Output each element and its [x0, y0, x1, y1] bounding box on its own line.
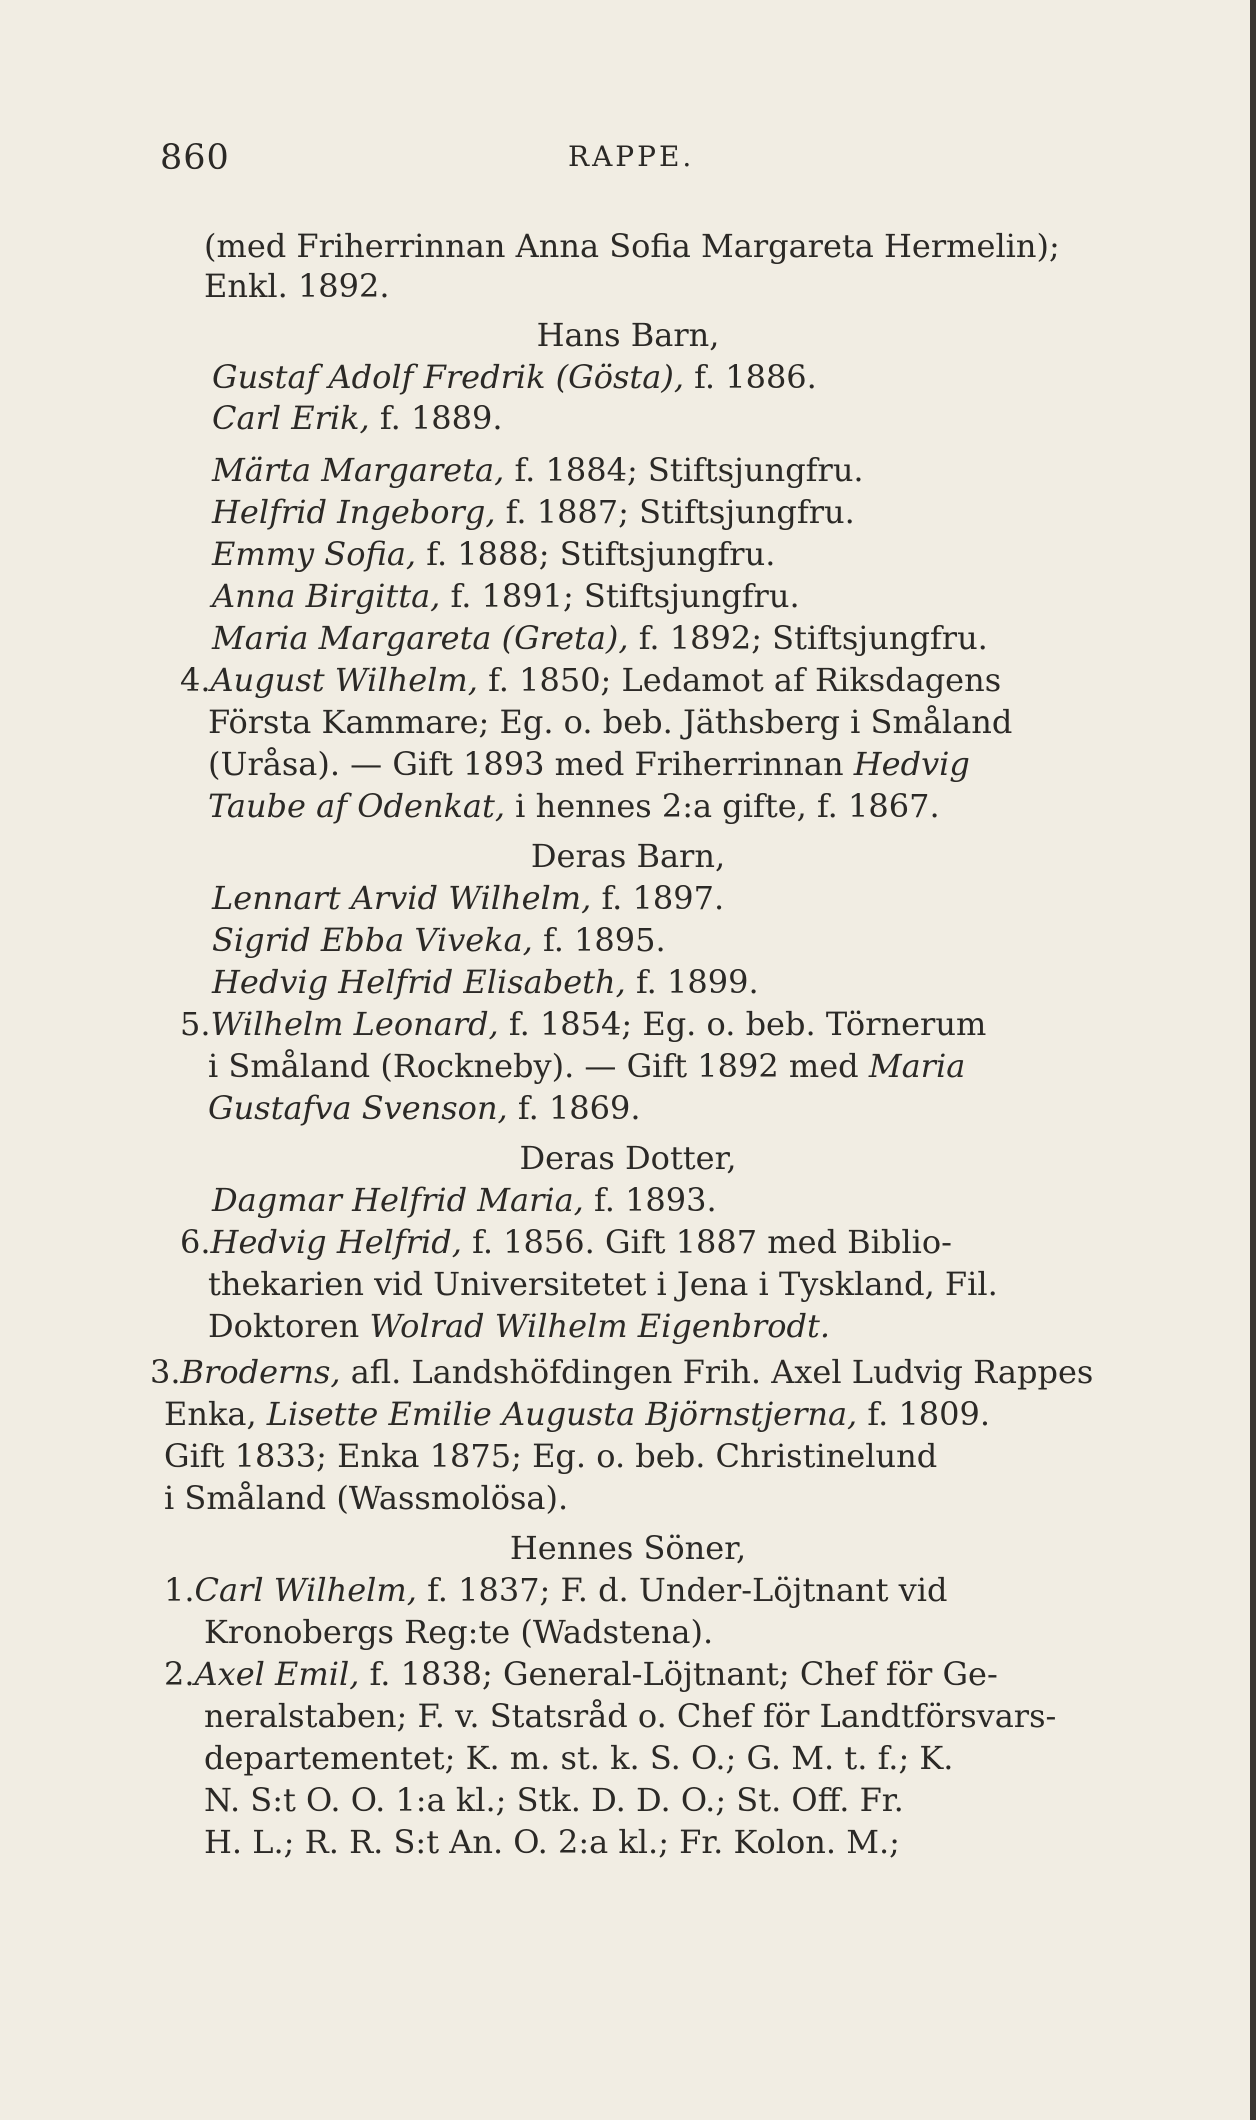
text-line: Gift 1833; Enka 1875; Eg. o. beb. Christinelund: [164, 1437, 938, 1475]
text-line: i Småland (Wassmolösa).: [164, 1479, 569, 1517]
child-entry: Anna Birgitta, f. 1891; Stiftsjungfru.: [212, 577, 800, 615]
child-entry: Märta Margareta, f. 1884; Stiftsjungfru.: [212, 451, 864, 489]
page-header: [160, 138, 1140, 188]
text-line: i Småland (Rockneby). — Gift 1892 med Maria: [208, 1047, 966, 1085]
section-heading: Deras Barn,: [530, 837, 726, 875]
numbered-entry: 4.August Wilhelm, f. 1850; Ledamot af Riksdagens: [180, 661, 1002, 699]
text-line: Doktoren Wolrad Wilhelm Eigenbrodt.: [208, 1307, 830, 1345]
child-entry: Emmy Sofia, f. 1888; Stiftsjungfru.: [212, 535, 776, 573]
running-title: RAPPE.: [568, 140, 695, 173]
child-entry: Hedvig Helfrid Elisabeth, f. 1899.: [212, 963, 759, 1001]
text-line: H. L.; R. R. S:t An. O. 2:a kl.; Fr. Kolon. M.;: [204, 1823, 900, 1861]
page-edge-shadow: [1250, 0, 1256, 2120]
numbered-entry: 6.Hedvig Helfrid, f. 1856. Gift 1887 med Biblio-: [180, 1223, 952, 1261]
child-entry: Sigrid Ebba Viveka, f. 1895.: [212, 921, 666, 959]
text-line: Kronobergs Reg:te (Wadstena).: [204, 1613, 714, 1651]
numbered-entry: 2.Axel Emil, f. 1838; General-Löjtnant; Chef för Ge-: [164, 1655, 998, 1693]
child-entry: Dagmar Helfrid Maria, f. 1893.: [212, 1181, 717, 1219]
section-heading: Deras Dotter,: [519, 1139, 737, 1177]
text-line: N. S:t O. O. 1:a kl.; Stk. D. D. O.; St. Off. Fr.: [204, 1781, 904, 1819]
numbered-entry: 3.Broderns, afl. Landshöfdingen Frih. Axel Ludvig Rappes: [150, 1353, 1094, 1391]
numbered-entry: 5.Wilhelm Leonard, f. 1854; Eg. o. beb. Törnerum: [180, 1005, 987, 1043]
page-number: 860: [160, 138, 230, 178]
text-line: Taube af Odenkat, i hennes 2:a gifte, f. 1867.: [208, 787, 940, 825]
child-entry: Gustaf Adolf Fredrik (Gösta), f. 1886.: [212, 358, 817, 396]
text-line: Gustafva Svenson, f. 1869.: [208, 1089, 641, 1127]
text-line: (med Friherrinnan Anna Sofia Margareta Hermelin);: [204, 227, 1060, 265]
text-line: (Uråsa). — Gift 1893 med Friherrinnan Hedvig: [208, 745, 970, 783]
child-entry: Lennart Arvid Wilhelm, f. 1897.: [212, 879, 725, 917]
child-entry: Helfrid Ingeborg, f. 1887; Stiftsjungfru.: [212, 493, 855, 531]
child-entry: Maria Margareta (Greta), f. 1892; Stiftsjungfru.: [212, 619, 988, 657]
text-line: Enka, Lisette Emilie Augusta Björnstjerna, f. 1809.: [164, 1395, 991, 1433]
text-line: Första Kammare; Eg. o. beb. Jäthsberg i Småland: [208, 703, 1013, 741]
text-line: departementet; K. m. st. k. S. O.; G. M. t. f.; K.: [204, 1739, 954, 1777]
text-line: thekarien vid Universitetet i Jena i Tyskland, Fil.: [208, 1265, 998, 1303]
child-entry: Carl Erik, f. 1889.: [212, 399, 503, 437]
text-line: neralstaben; F. v. Statsråd o. Chef för Landtförsvars-: [204, 1697, 1057, 1735]
section-heading: Hennes Söner,: [509, 1529, 747, 1567]
section-heading: Hans Barn,: [536, 316, 720, 354]
numbered-entry: 1.Carl Wilhelm, f. 1837; F. d. Under-Löjtnant vid: [164, 1571, 948, 1609]
text-line: Enkl. 1892.: [204, 267, 390, 305]
